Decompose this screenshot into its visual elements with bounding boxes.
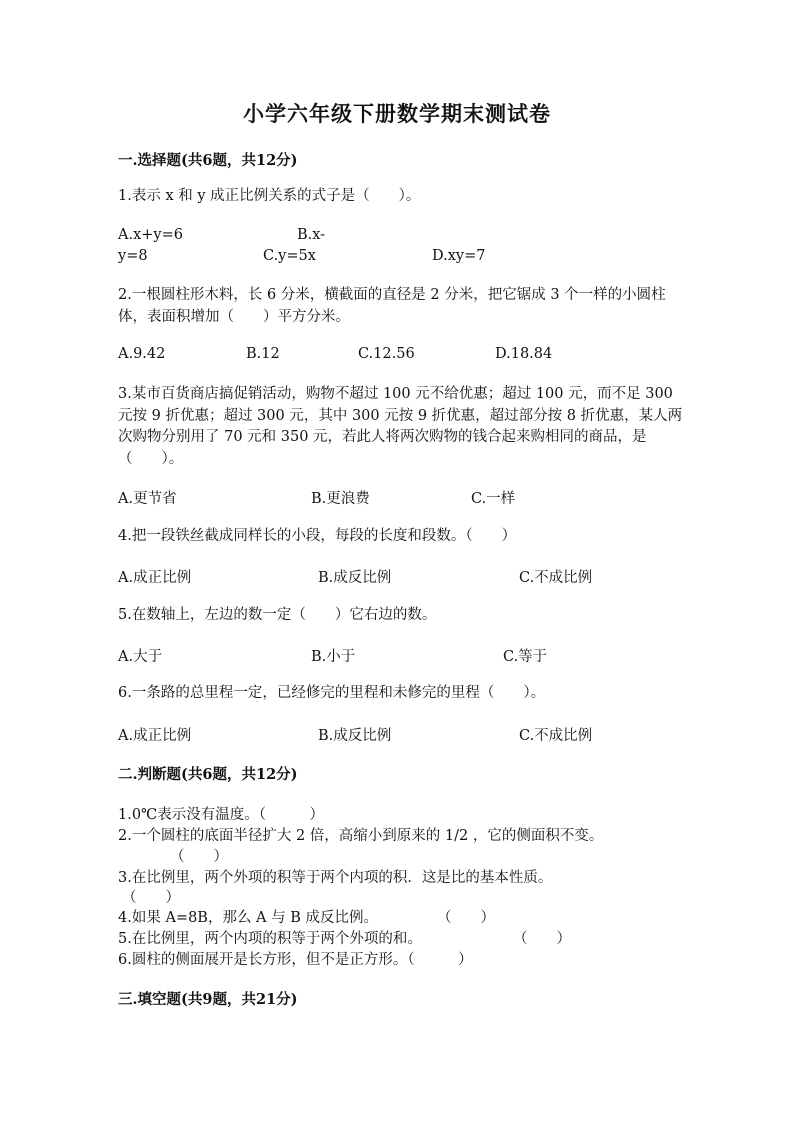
judge-question-4: 4.如果 A=8B，那么 A 与 B 成反比例。: [118, 910, 379, 926]
judge-question-1: 1.0℃表示没有温度。（ ）: [118, 807, 325, 823]
q1-option-b-continued: y=8: [118, 248, 148, 264]
q1-option-d: D.xy=7: [432, 248, 486, 264]
page-title: 小学六年级下册数学期末测试卷: [243, 101, 551, 126]
judge-question-4-bracket: （ ）: [437, 910, 495, 926]
choice-question-2: 2.一根圆柱形木料，长 6 分米，横截面的直径是 2 分米，把它锯成 3 个一样的小圆柱体，表面积增加（ ）平方分米。: [118, 287, 666, 325]
judge-question-5-bracket: （ ）: [513, 931, 571, 947]
q4-option-c: C.不成比例: [519, 570, 593, 586]
judge-question-2-bracket: （ ）: [170, 849, 228, 865]
q5-option-c: C.等于: [503, 649, 548, 665]
judge-question-3: 3.在比例里，两个外项的积等于两个内项的积．这是比的基本性质。: [118, 870, 553, 886]
q2-option-b: B.12: [246, 346, 280, 362]
q4-option-a: A.成正比例: [118, 570, 192, 586]
q4-option-b: B.成反比例: [318, 570, 392, 586]
judge-question-6: 6.圆柱的侧面展开是长方形，但不是正方形。（ ）: [118, 952, 473, 968]
choice-question-5: 5.在数轴上，左边的数一定（ ）它右边的数。: [118, 607, 437, 623]
q2-option-a: A.9.42: [118, 346, 166, 362]
section-choice-heading: 一.选择题(共6题，共12分): [118, 152, 298, 169]
judge-question-3-bracket: （ ）: [122, 890, 180, 906]
section-judge-heading: 二.判断题(共6题，共12分): [118, 766, 298, 783]
judge-question-5: 5.在比例里，两个内项的积等于两个外项的和。: [118, 931, 422, 947]
q6-option-c: C.不成比例: [519, 728, 593, 744]
q3-option-b: B.更浪费: [311, 491, 370, 507]
q1-option-c: C.y=5x: [263, 248, 316, 264]
q3-option-a: A.更节省: [118, 491, 177, 507]
section-fill-heading: 三.填空题(共9题，共21分): [118, 991, 298, 1008]
q5-option-b: B.小于: [311, 649, 356, 665]
q1-option-a: A.x+y=6: [118, 227, 183, 243]
q6-option-b: B.成反比例: [318, 728, 392, 744]
choice-question-4: 4.把一段铁丝截成同样长的小段，每段的长度和段数。（ ）: [118, 528, 517, 544]
q6-option-a: A.成正比例: [118, 728, 192, 744]
q2-option-d: D.18.84: [495, 346, 553, 362]
choice-question-3: 3.某市百货商店搞促销活动，购物不超过 100 元不给优惠；超过 100 元，而不足 300 元按 9 折优惠；超过 300 元，其中 300 元按 9 折优惠，超过部分按 8 折优惠，某人两次购物分别用了 70 元和 350 元，若此人将两次购物的钱合起来购相同的商品，是（ ）。: [118, 386, 683, 467]
q5-option-a: A.大于: [118, 649, 163, 665]
q3-option-c: C.一样: [471, 491, 516, 507]
judge-question-2: 2.一个圆柱的底面半径扩大 2 倍，高缩小到原来的 1/2 ，它的侧面积不变。: [118, 828, 604, 844]
choice-question-6: 6.一条路的总里程一定，已经修完的里程和未修完的里程（ ）。: [118, 685, 546, 701]
choice-question-1: 1.表示 x 和 y 成正比例关系的式子是（ ）。: [118, 188, 421, 204]
q1-option-b: B.x-: [297, 227, 326, 243]
q2-option-c: C.12.56: [358, 346, 415, 362]
